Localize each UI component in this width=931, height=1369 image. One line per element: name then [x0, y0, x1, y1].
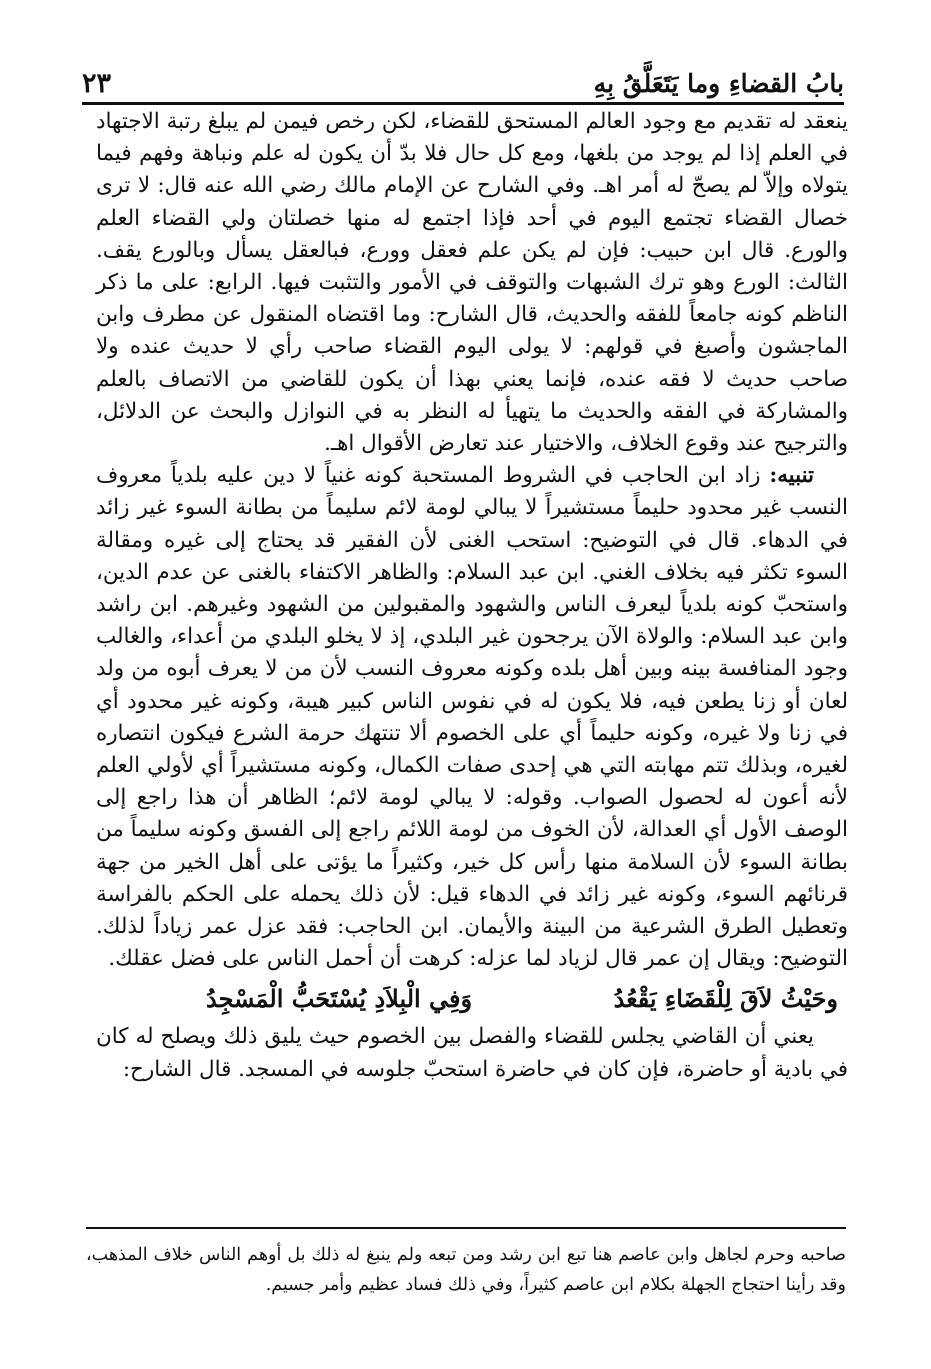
footnote-divider	[86, 1227, 846, 1229]
paragraph-tanbih	[96, 460, 848, 975]
verse-second-hemistich: وَفِي الْبِلاَدِ يُسْتَحَبُّ الْمَسْجِدُ	[206, 984, 473, 1014]
paragraph-requirements: ينعقد له تقديم مع وجود العالم المستحق للقضاء، لكن رخص فيمن لم يبلغ رتبة الاجتهاد في العلم إذا لم يوجد من بلغها، ومع كل حال فلا بدّ أن يكون له علم ونباهة وفهم فيما يتولاه وإلاّ لم يصحّ له أمر اهـ. وفي الشارح عن الإمام مالك رضي الله عنه قال: لا ترى خصال القضاء تجتمع اليوم في أحد فإذا اجتمع له منها خصلتان ولي القضاء العلم والورع. قال ابن حبيب: فإن لم يكن علم فعقل وورع، فبالعقل يسأل وبالورع يقف. الثالث: الورع وهو ترك الشبهات والتوقف في الأمور والتثبت فيها. الرابع: على ما ذكر الناظم كونه جامعاً للفقه والحديث، قال الشارح: وما اقتضاه المنقول عن مطرف وابن الماجشون وأصبغ في قولهم: لا يولى اليوم القضاء صاحب رأي لا حديث عنده ولا صاحب حديث لا فقه عنده، فإنما يعني بهذا أن يكون للقاضي من الاتصاف بالعلم والمشاركة في الفقه والحديث ما يتهيأ له النظر به في النوازل والبحث عن الدلائل، والترجيح عند وقوع الخلاف، والاختيار عند تعارض الأقوال اهـ.	[96, 109, 848, 457]
verse-line	[96, 975, 848, 1021]
running-header	[82, 60, 844, 105]
tanbih-label: تنبيه:	[769, 463, 814, 489]
chapter-title: بابُ القضاءِ وما يَتَعَلَّقُ بِهِ	[593, 69, 844, 98]
footnotes	[86, 1240, 846, 1300]
tanbih-text: زاد ابن الحاجب في الشروط المستحبة كونه غنياً لا دين عليه بلدياً معروف النسب غير محدود حليماً مستشيراً لا يبالي لومة لائم سليماً من بطانة السوء غير زائد في الدهاء. قال في التوضيح: استحب الغنى لأن الفقير قد يحتاج إلى غيره ومقالة السوء تكثر فيه بخلاف الغني. ابن عبد السلام: والظاهر الاكتفاء بالغنى عن عدم الدين، واستحبّ كونه بلدياً ليعرف الناس والشهود والمقبولين من الشهود وغيرهم. ابن راشد وابن عبد السلام: والولاة الآن يرجحون غير البلدي، إذ لا يخلو البلدي من أعداء، والغالب وجود المنافسة بينه وبين أهل بلده وكونه معروف النسب لأن من لا يعرف أبوه من ولد لعان أو زنا يطعن فيه، فلا يكون له في نفوس الناس كبير هيبة، وكونه غير محدود أي في زنا ولا غيره، وكونه حليماً أي على الخصوم ألا تنتهك حرمة الشرع فيكون انتصاره لغيره، وبذلك تتم مهابته التي هي إحدى صفات الكمال، وكونه مستشيراً أي لأولي العلم لأنه أعون له لحصول الصواب. وقوله: لا يبالي لومة لائم؛ الظاهر أن هذا راجع إلى الوصف الأول أي العدالة، لأن الخوف من لومة اللائم راجع إلى الفسق وكونه سليماً من بطانة السوء لأن السلامة منها رأس كل خير، وكثيراً ما يؤتى على أهل الخير من جهة قرنائهم السوء، وكونه غير زائد في الدهاء قيل: لأن ذلك يحمله على الحكم بالفراسة وتعطيل الطرق الشرعية من البينة والأيمان. ابن الحاجب: فقد عزل عمر زياداً لذلك. التوضيح: ويقال إن عمر قال لزياد لما عزله: كرهت أن أحمل الناس على فضل عقلك.	[96, 463, 848, 972]
page-number: ٢٣	[82, 68, 112, 99]
paragraph-commentary: يعني أن القاضي يجلس للقضاء والفصل بين الخصوم حيث يليق ذلك ويصلح له كان في بادية أو حاضرة، فإن كان في حاضرة استحبّ جلوسه في المسجد. قال الشارح:	[96, 1024, 848, 1082]
footnote-text: صاحبه وحرم لجاهل وابن عاصم هنا تبع ابن رشد ومن تبعه ولم ينبغ له ذلك بل أوهم الناس خلاف المذهب، وقد رأينا احتجاج الجهلة بكلام ابن عاصم كثيراً، وفي ذلك فساد عظيم وأمر جسيم.	[86, 1245, 846, 1295]
main-text	[96, 106, 848, 1086]
verse-first-hemistich: وحَيْثُ لاَقَ لِلْقَضَاءِ يَقْعُدُ	[613, 984, 838, 1014]
